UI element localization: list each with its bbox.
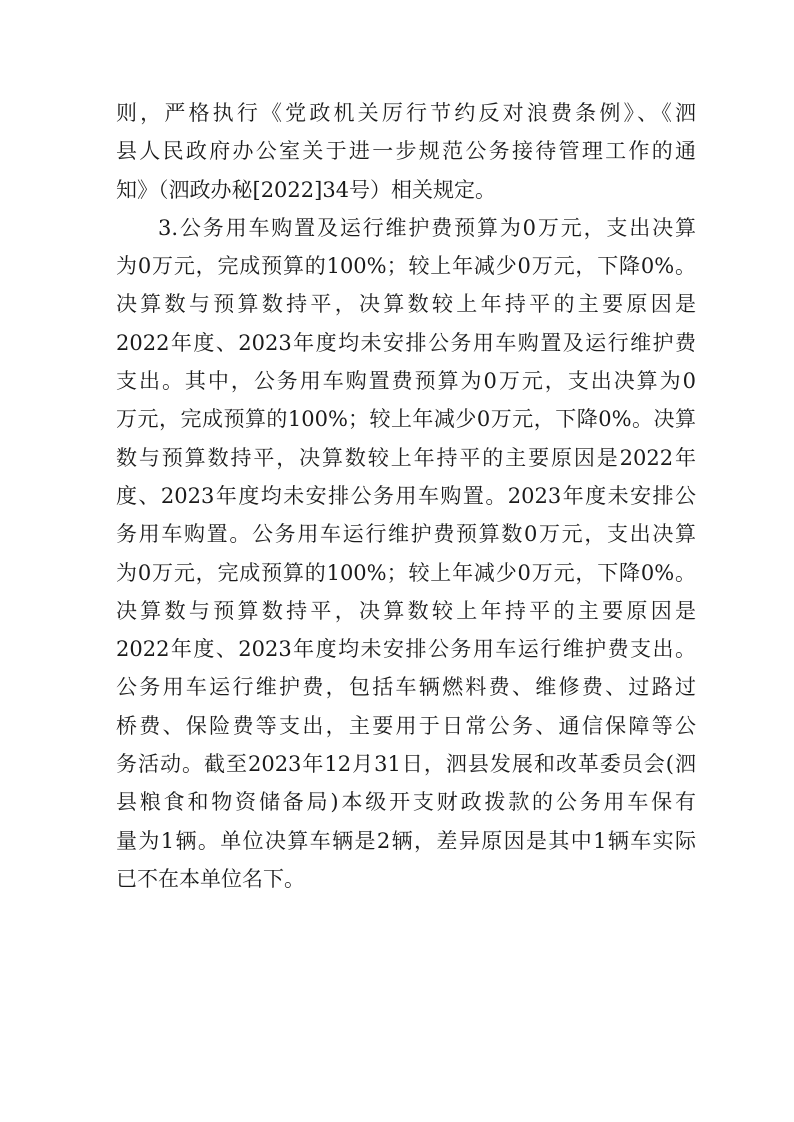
text-line: 度、2023年度均未安排公务用车购置。2023年度未安排公 (116, 483, 696, 508)
text-line: 桥费、保险费等支出，主要用于日常公务、通信保障等公 (116, 713, 696, 738)
text-line: 务活动。截至2023年12月31日，泗县发展和改革委员会(泗 (116, 752, 696, 777)
text-line: 万元，完成预算的100%；较上年减少0万元，下降0%。决算 (116, 407, 696, 432)
text-line: 公务用车运行维护费，包括车辆燃料费、维修费、过路过 (116, 675, 696, 700)
text-line: 决算数与预算数持平，决算数较上年持平的主要原因是 (116, 598, 696, 623)
text-line: 量为1辆。单位决算车辆是2辆，差异原因是其中1辆车实际 (116, 828, 696, 853)
text-line: 则，严格执行《党政机关厉行节约反对浪费条例》、《泗 (116, 101, 696, 125)
text-line: 务用车购置。公务用车运行维护费预算数0万元，支出决算 (116, 522, 696, 547)
text-line: 2022年度、2023年度均未安排公务用车运行维护费支出。 (116, 637, 696, 662)
text-line: 2022年度、2023年度均未安排公务用车购置及运行维护费 (116, 330, 696, 355)
paragraph-start-line: 3.公务用车购置及运行维护费预算为0万元，支出决算 (158, 215, 696, 240)
text-line: 为0万元，完成预算的100%；较上年减少0万元，下降0%。 (116, 254, 696, 279)
text-line: 数与预算数持平，决算数较上年持平的主要原因是2022年 (116, 445, 696, 470)
text-line: 已不在本单位名下。 (116, 866, 305, 891)
text-line: 决算数与预算数持平，决算数较上年持平的主要原因是 (116, 292, 696, 317)
text-line: 支出。其中，公务用车购置费预算为0万元，支出决算为0 (116, 369, 696, 394)
text-line: 为0万元，完成预算的100%；较上年减少0万元，下降0%。 (116, 560, 696, 585)
text-line: 县人民政府办公室关于进一步规范公务接待管理工作的通 (116, 139, 696, 164)
text-line: 县粮食和物资储备局)本级开支财政拨款的公务用车保有 (116, 790, 696, 815)
text-line: 知》（泗政办秘[2022]34号）相关规定。 (116, 177, 497, 202)
body-text (116, 94, 696, 898)
